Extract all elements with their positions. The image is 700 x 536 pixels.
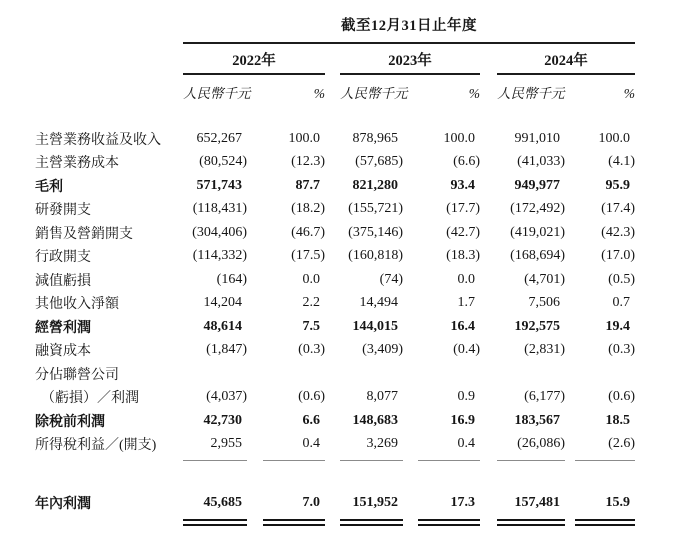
cell-value: 100.0 — [598, 130, 630, 146]
row-label: 其他收入淨額 — [35, 297, 119, 313]
row-label: 融資成本 — [35, 344, 91, 360]
cell-value: (0.6) — [608, 389, 635, 405]
percent-header: % — [313, 86, 325, 101]
subheader-row — [35, 75, 635, 102]
cell-value: (2,831) — [524, 342, 565, 358]
period-title: 截至12月31日止年度 — [341, 18, 477, 34]
cell-value: (0.4) — [453, 342, 480, 358]
cell-value: (42.7) — [446, 224, 480, 240]
cell-value: 6.6 — [302, 412, 320, 428]
row-label: 銷售及營銷開支 — [35, 226, 133, 242]
cell-value: 48,614 — [203, 318, 242, 334]
cell-value: 2,955 — [210, 436, 242, 452]
year-header-2023: 2023年 — [340, 44, 480, 75]
cell-value: 821,280 — [352, 177, 398, 193]
cell-value: (18.2) — [291, 201, 325, 217]
cell-value: 14,204 — [203, 295, 242, 311]
total-double-rule — [35, 515, 635, 526]
row-label: （虧損）／利潤 — [41, 391, 139, 407]
cell-value: 100.0 — [288, 130, 320, 146]
cell-value: (17.7) — [446, 201, 480, 217]
table-row — [35, 221, 635, 245]
cell-value: 0.0 — [457, 271, 475, 287]
cell-value: (4,037) — [206, 389, 247, 405]
cell-value: 15.9 — [605, 494, 630, 510]
cell-value: (12.3) — [291, 154, 325, 170]
cell-value: (2.6) — [608, 436, 635, 452]
cell-value: (160,818) — [348, 248, 403, 264]
cell-value: 2.2 — [302, 295, 320, 311]
rule-segment — [183, 460, 247, 461]
table-row — [35, 339, 635, 363]
cell-value: 95.9 — [605, 177, 630, 193]
cell-value: 19.4 — [605, 318, 630, 334]
table-row — [35, 151, 635, 175]
cell-value: 192,575 — [514, 318, 560, 334]
table-row — [35, 315, 635, 339]
cell-value: (17.0) — [601, 248, 635, 264]
cell-value: (4,701) — [524, 271, 565, 287]
double-rule-segment — [263, 519, 325, 526]
table-row — [35, 127, 635, 151]
row-label: 研發開支 — [35, 203, 91, 219]
cell-value: (375,146) — [348, 224, 403, 240]
row-label: 經營利潤 — [35, 320, 91, 336]
cell-value: (304,406) — [192, 224, 247, 240]
table-row — [35, 268, 635, 292]
double-rule-segment — [497, 519, 565, 526]
cell-value: (155,721) — [348, 201, 403, 217]
table-row — [35, 386, 635, 410]
table-row — [35, 174, 635, 198]
rule-segment — [497, 460, 565, 461]
cell-value: 16.4 — [450, 318, 475, 334]
subheader-2022 — [183, 75, 325, 102]
cell-value: 949,977 — [514, 177, 560, 193]
row-label: 分佔聯營公司 — [35, 367, 119, 383]
cell-value: 144,015 — [352, 318, 398, 334]
cell-value: 0.0 — [302, 271, 320, 287]
cell-value: 7.0 — [302, 494, 320, 510]
cell-value: 18.5 — [605, 412, 630, 428]
cell-value: (172,492) — [510, 201, 565, 217]
cell-value: (6.6) — [453, 154, 480, 170]
cell-value: 183,567 — [514, 412, 560, 428]
cell-value: 148,683 — [352, 412, 398, 428]
row-label: 所得稅利益／(開支) — [35, 438, 157, 454]
year-header-2022: 2022年 — [183, 44, 325, 75]
cell-value: (164) — [216, 271, 247, 287]
cell-value: 878,965 — [352, 130, 398, 146]
double-rule-segment — [418, 519, 480, 526]
header-title-row — [35, 14, 635, 42]
cell-value: 87.7 — [295, 177, 320, 193]
table-row — [35, 292, 635, 316]
unit-header: 人民幣千元 — [183, 86, 251, 101]
cell-value: 0.4 — [302, 436, 320, 452]
cell-value: (0.5) — [608, 271, 635, 287]
cell-value: (18.3) — [446, 248, 480, 264]
cell-value: (17.5) — [291, 248, 325, 264]
cell-value: 0.4 — [457, 436, 475, 452]
cell-value: 157,481 — [514, 494, 560, 510]
rule-segment — [418, 460, 480, 461]
table-row — [35, 198, 635, 222]
cell-value: (0.3) — [298, 342, 325, 358]
cell-value: (6,177) — [524, 389, 565, 405]
unit-header: 人民幣千元 — [340, 86, 408, 101]
double-rule-segment — [340, 519, 403, 526]
cell-value: 42,730 — [203, 412, 242, 428]
cell-value: (42.3) — [601, 224, 635, 240]
row-label: 毛利 — [35, 179, 63, 195]
cell-value: (4.1) — [608, 154, 635, 170]
cell-value: (26,086) — [517, 436, 565, 452]
subheader-2023 — [340, 75, 480, 102]
rule-segment — [263, 460, 325, 461]
cell-value: (114,332) — [192, 248, 247, 264]
cell-value: 3,269 — [366, 436, 398, 452]
row-label: 主營業務收益及收入 — [35, 132, 161, 148]
cell-value: 17.3 — [450, 494, 475, 510]
cell-value: (17.4) — [601, 201, 635, 217]
table-row — [35, 245, 635, 269]
cell-value: (46.7) — [291, 224, 325, 240]
double-rule-segment — [575, 519, 635, 526]
table-row — [35, 409, 635, 433]
percent-header: % — [623, 86, 635, 101]
table-row — [35, 433, 635, 457]
row-label: 主營業務成本 — [35, 156, 119, 172]
cell-value: 571,743 — [196, 177, 242, 193]
double-rule-segment — [183, 519, 247, 526]
cell-value: (57,685) — [355, 154, 403, 170]
cell-value: 991,010 — [514, 130, 560, 146]
table-rows — [35, 127, 700, 526]
rule-segment — [575, 460, 635, 461]
year-header-2024: 2024年 — [497, 44, 635, 75]
cell-value: 8,077 — [366, 389, 398, 405]
cell-value: (1,847) — [206, 342, 247, 358]
cell-value: (0.6) — [298, 389, 325, 405]
row-spacer — [35, 461, 700, 491]
cell-value: (168,694) — [510, 248, 565, 264]
cell-value: (80,524) — [199, 154, 247, 170]
row-label: 除稅前利潤 — [35, 414, 105, 430]
cell-value: (0.3) — [608, 342, 635, 358]
cell-value: 151,952 — [352, 494, 398, 510]
subheader-2024 — [497, 75, 635, 102]
cell-value: 100.0 — [443, 130, 475, 146]
percent-header: % — [468, 86, 480, 101]
cell-value: 16.9 — [450, 412, 475, 428]
year-header-row — [35, 44, 635, 75]
cell-value: 14,494 — [359, 295, 398, 311]
row-label: 減值虧損 — [35, 273, 91, 289]
cell-value: 7.5 — [302, 318, 320, 334]
cell-value: (419,021) — [510, 224, 565, 240]
cell-value: 1.7 — [457, 295, 475, 311]
cell-value: 45,685 — [203, 494, 242, 510]
table-row — [35, 491, 635, 515]
cell-value: (118,431) — [192, 201, 247, 217]
row-label: 行政開支 — [35, 250, 91, 266]
cell-value: 0.7 — [612, 295, 630, 311]
table-row — [35, 362, 635, 386]
cell-value: (74) — [379, 271, 403, 287]
cell-value: 7,506 — [528, 295, 560, 311]
cell-value: (3,409) — [362, 342, 403, 358]
cell-value: (41,033) — [517, 154, 565, 170]
rule-segment — [340, 460, 403, 461]
unit-header: 人民幣千元 — [497, 86, 565, 101]
cell-value: 93.4 — [450, 177, 475, 193]
cell-value: 0.9 — [457, 389, 475, 405]
row-label: 年內利潤 — [35, 496, 91, 512]
cell-value: 652,267 — [196, 130, 242, 146]
